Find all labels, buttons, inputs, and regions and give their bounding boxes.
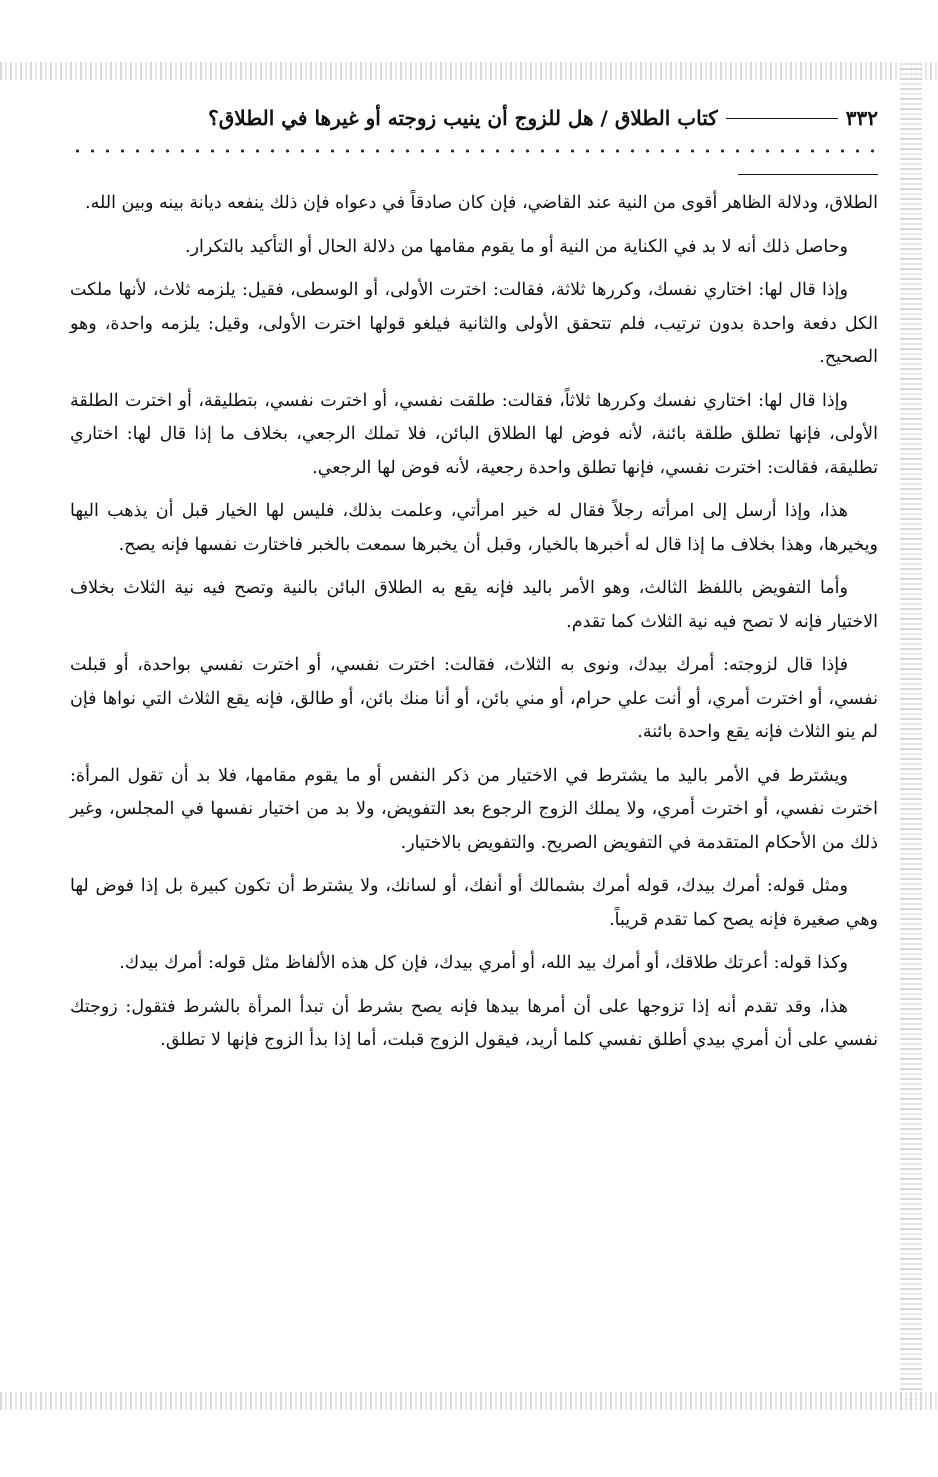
running-title: كتاب الطلاق / هل للزوج أن ينيب زوجته أو غيرها في الطلاق؟ [208,106,718,130]
paragraph: ومثل قوله: أمرك بيدك، قوله أمرك بشمالك أو أنفك، أو لسانك، ولا يشترط أن تكون كبيرة بل إذا فوض لها وهي صغيرة فإنه يصح كما تقدم قريباً. [70,876,878,930]
paragraph: وحاصل ذلك أنه لا بد في الكناية من النية أو ما يقوم مقامها من دلالة الحال أو التأكيد بالتكرار. [185,236,848,257]
top-ornamental-border [0,62,938,80]
paragraph: فإذا قال لزوجته: أمرك بيدك، ونوى به الثلاث، فقالت: اخترت نفسي، أو اخترت نفسي بواحدة، أو قبلت نفسي، أو اخترت أمري، أو أنت علي حرام، أو مني بائن، أو أنا منك بائن، أو طالق، فإنه يقع الثلاث التي نواها فإن لم ينو الثلاث فإنه يقع واحدة بائنة. [70,655,878,742]
paragraph: الطلاق، ودلالة الظاهر أقوى من النية عند القاضي، فإن كان صادقاً في دعواه فإن ذلك ينفعه ديانة بينه وبين الله. [85,193,878,213]
paragraph: وإذا قال لها: اختاري نفسك، وكررها ثلاثة، فقالت: اخترت الأولى، أو الوسطى، فقيل: يلزمه ثلاث، لأنها ملكت الكل دفعة واحدة بدون ترتيب، فلم تتحقق الأولى والثانية فيلغو قولها اخترت الأولى، وقيل: يلزمه واحدة، وهو الصحيح. [70,280,878,367]
bottom-ornamental-border [0,1392,938,1410]
dotted-separator [70,146,878,156]
right-ornamental-border [900,62,922,1410]
book-page [70,96,878,1068]
page-body [70,187,878,1058]
paragraph: وكذا قوله: أعرتك طلاقك، أو أمرك بيد الله، أو أمري بيدك، فإن كل هذه الألفاظ مثل قوله: أمرك بيدك. [119,953,848,973]
page-number: ٣٣٢ [845,106,878,130]
paragraph: وإذا قال لها: اختاري نفسك وكررها ثلاثاً، فقالت: طلقت نفسي، أو اخترت نفسي، بتطليقة، أو اخترت الطلقة الأولى، فإنها تطلق طلقة بائنة، لأنه فوض لها الطلاق البائن، فلا تملك الرجعي، بخلاف ما إذا قال لها: اختاري تطليقة، فقالت: اخترت نفسي، فإنها تطلق واحدة رجعية، لأنه فوض لها الرجعي. [70,390,878,478]
paragraph: هذا، وقد تقدم أنه إذا تزوجها على أن أمرها بيدها فإنه يصح بشرط أن تبدأ المرأة بالشرط فتقول: زوجتك نفسي على أن أمري بيدي أطلق نفسي كلما أريد، فيقول الزوج قبلت، أما إذا بدأ الزوج فإنها لا تطلق. [70,996,878,1050]
paragraph: وأما التفويض باللفظ الثالث، وهو الأمر باليد فإنه يقع به الطلاق البائن بالنية وتصح فيه نية الثلاث بخلاف الاختيار فإنه لا تصح فيه نية الثلاث كما تقدم. [70,578,878,632]
header-rule [726,118,838,119]
paragraph: هذا، وإذا أرسل إلى امرأته رجلاً فقال له خير امرأتي، وعلمت بذلك، فليس لها الخيار قبل أن يذهب اليها ويخيرها، وهذا بخلاف ما إذا قال له أخبرها بالخيار، وقبل أن يخبرها سمعت بالخبر فاختارت نفسها فإنه يصح. [70,501,878,555]
paragraph: ويشترط في الأمر باليد ما يشترط في الاختيار من ذكر النفس أو ما يقوم مقامها، فلا بد أن تقول المرأة: اخترت نفسي، أو اخترت أمري، ولا يملك الزوج الرجوع بعد التفويض، ولا بد من اختيار نفسها في المجلس، وغير ذلك من الأحكام المتقدمة في التفويض الصريح. والتفويض بالاختيار. [70,765,878,853]
running-header [70,96,878,140]
short-divider [738,174,878,175]
